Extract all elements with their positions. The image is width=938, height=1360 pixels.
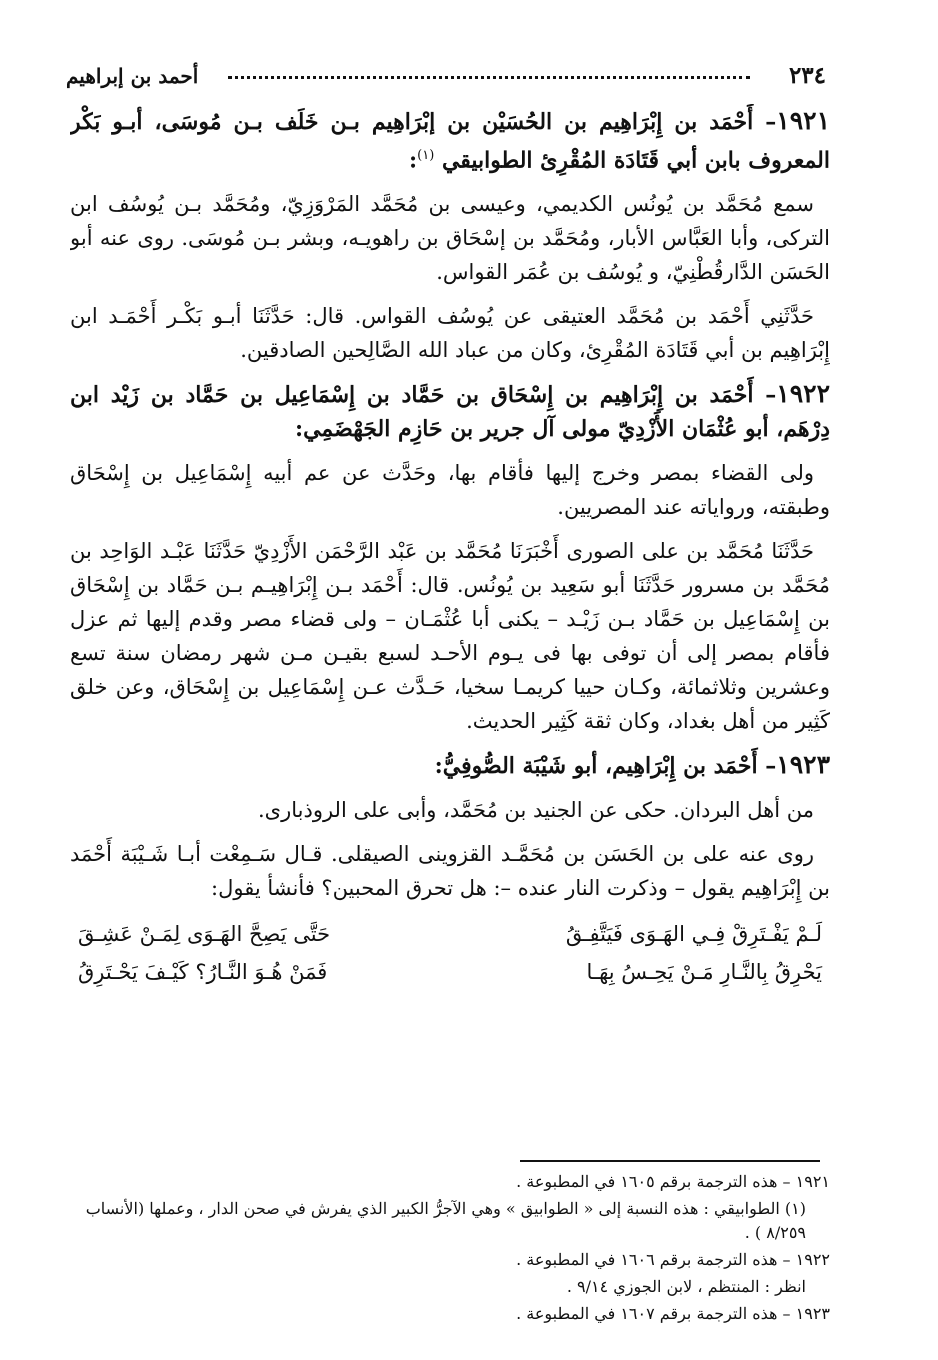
entry-number: ١٩٢٣: [776, 750, 830, 780]
footnote: (١) الطوابيقي : هذه النسبة إلى « الطوابيق » وهي الآجرُّ الكبير الذي يفرش في صحن الدار ، وعملها (الأنساب ٨/٢٥٩ ) .: [85, 1199, 806, 1242]
footnote-marker[interactable]: (١): [417, 148, 435, 163]
verse-first-hemistich: لَـمْ يَفْـتَرِقْ فِـي الهَـوَى فَيَتَّفِـقُ: [565, 922, 822, 947]
heading-suffix: :: [294, 416, 304, 443]
header-dot-leader: [228, 76, 750, 79]
footnote: ١٩٢٣ – هذه الترجمة برقم ١٦٠٧ في المطبوعة .: [516, 1304, 830, 1323]
entry-number: ١٩٢١: [776, 106, 830, 135]
entry-paragraph: حَدَّثَنَا مُحَمَّد بن على الصورى أَخْبَرَنَا مُحَمَّد بن عَبْد الرَّحْمَن الأَزْدِيّ حَدَّثَنَا عَبْـد الوَاحِد بن مُحَمَّد بن مسرور حَدَّثَنَا أبو سَعِيد بن يُونُس. قال: أَحْمَد بـن إِبْرَاهِيـم بـن حَمَّاد بن إِسْحَاق بن إِسْمَاعِيل بن حَمَّاد بـن زَيْـد – يكنى أبا عُثْمَـان – ولى قضاء مصر وقدم إليها ثم عزل فأقام بمصر إلى أن توفى بها فى يـوم الأحـد لسبع بقيـن مـن شهر رمضان سنة تسع وعشرين وثلاثمائة، وكـان حييا كريمـا سخيا، حَـدَّث عـن إِسْمَاعِيل بن إِسْحَاق، وعن خلق كَثِير من أهل بغداد، وكان ثقة كَثِير الحديث.: [70, 539, 830, 734]
entry-1922: [70, 377, 830, 738]
entry-paragraph: سمع مُحَمَّد بن يُونُس الكديمي، وعيسى بن مُحَمَّد المَرْوَزِيّ، ومُحَمَّد بـن يُوسُف ابن التركى، وأبا العَبَّاس الأبار، ومُحَمَّد بن إسْحَاق بن راهويـه، وبشر بـن مُوسَى. روى عنه أبو الحَسَن الدَّارقُطْنِيّ، و يُوسُف بن عُمَر القواس.: [70, 192, 830, 285]
entry-paragraph: ولى القضاء بمصر وخرج إليها فأقام بها، وحَدَّث عن عم أبيه إِسْمَاعِيل بن إِسْحَاق وطبقته، ورواياته عند المصريين.: [70, 461, 830, 520]
verse-first-hemistich: يَحْرِقُ بِالنَّـارِ مَـنْ يَحِـسُ بِهَـا: [586, 960, 822, 985]
entry-1921: [70, 104, 830, 367]
verse-second-hemistich: فَمَنْ هُـوَ النَّـارُ؟ كَيْـفَ يَحْـتَرِقُ: [78, 960, 328, 985]
entry-heading: – أَحْمَد بن إِبْرَاهِيم، أبو شَيْبَة الصُّوفِيُّ: [442, 753, 777, 780]
page-number: ٢٣٤: [788, 62, 826, 89]
main-text: [70, 104, 830, 1142]
entry-heading: – أَحْمَد بن إِبْرَاهِيم بن الحُسَيْن بن إبْرَاهِيم بـن خَلَف بـن مُوسَى، أبـو بَكْر المعروف بابن أبي قَتَادَة المُقْرِئ الطوابيقي: [70, 109, 830, 174]
poem: [70, 915, 830, 991]
heading-suffix: :: [434, 753, 443, 780]
footnote-separator: [520, 1160, 820, 1162]
running-title: أحمد بن إبراهيم: [66, 64, 199, 88]
verse-second-hemistich: حَتَّى يَصِحَّ الهَـوَى لِمَـنْ عَشِـقَ: [78, 922, 331, 947]
entry-paragraph: من أهل البردان. حكى عن الجنيد بن مُحَمَّد، وأبى على الروذبارى.: [257, 798, 814, 823]
footnote: ١٩٢٢ – هذه الترجمة برقم ١٦٠٦ في المطبوعة .: [516, 1250, 830, 1269]
entry-paragraph: حَدَّثَنِي أَحْمَد بن مُحَمَّد العتيقى عن يُوسُف القواس. قال: حَدَّثَنَا أبـو بَكْـر أَحْمَـد ابن إِبْرَاهِيم بن أبي قَتَادَة المُقْرِئ، وكان من عباد الله الصَّالِحين الصادقين.: [70, 304, 830, 363]
entry-title: [70, 748, 830, 783]
footnotes: [70, 1170, 830, 1350]
entry-paragraph: روى عنه على بن الحَسَن بن مُحَمَّـد القزوينى الصيقلى. قـال سَـمِعْت أبـا شَـيْبَة أَحْمَد بن إِبْرَاهِيم يقول – وذكرت النار عنده –: هل تحرق المحبين؟ فأنشأ يقول:: [70, 842, 830, 901]
page-header: [66, 56, 826, 96]
footnote: ١٩٢١ – هذه الترجمة برقم ١٦٠٥ في المطبوعة .: [516, 1172, 830, 1191]
entry-title: [70, 104, 830, 177]
footnote: انظر : المنتظم ، لابن الجوزي ٩/١٤ .: [566, 1277, 806, 1296]
entry-heading: – أَحْمَد بن إِبْرَاهِيم بن إِسْحَاق بن حَمَّاد بن إِسْمَاعِيل بن حَمَّاد بن زَيْد ابن دِرْهَم، أبو عُثْمَان الأَزْدِيّ مولى آل جرير بن حَازِم الجَهْضَمِي: [70, 382, 830, 443]
poem-verse: [70, 953, 830, 991]
poem-verse: [70, 915, 830, 953]
heading-suffix: :: [409, 147, 418, 174]
entry-title: [70, 377, 830, 446]
entry-number: ١٩٢٢: [776, 379, 830, 409]
entry-1923: [70, 748, 830, 905]
